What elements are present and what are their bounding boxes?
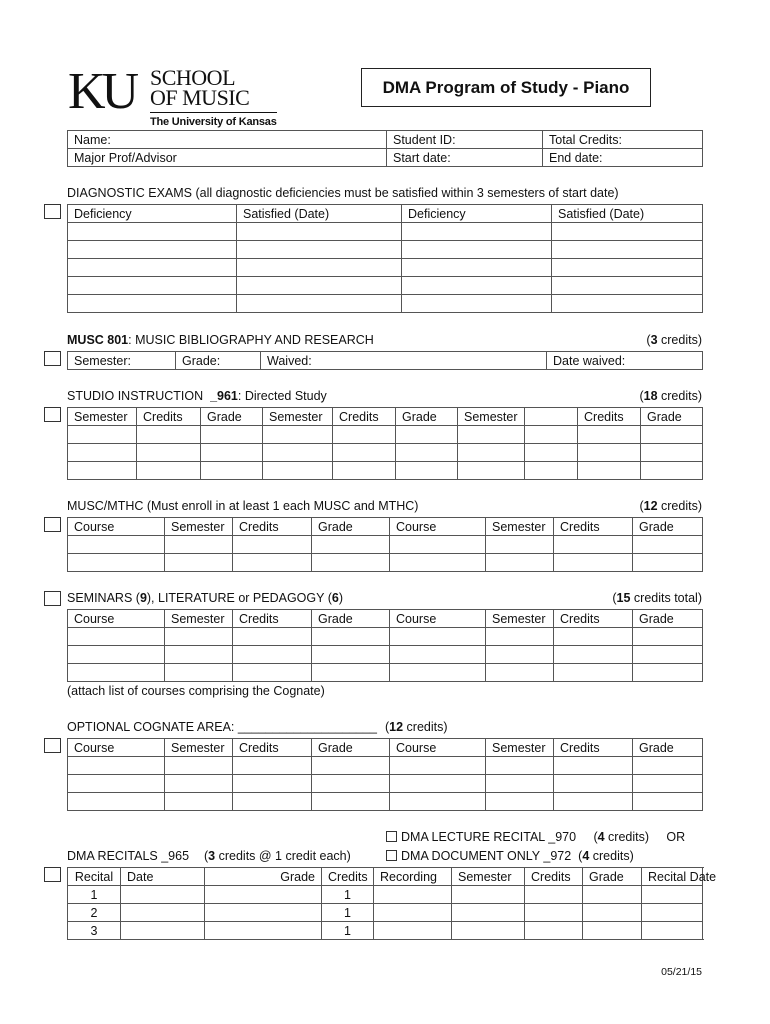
musc801-checkbox[interactable] [44, 351, 61, 366]
header-semester: Semester [68, 408, 137, 426]
header-semester: Semester [486, 518, 554, 536]
muscmthc-credits: (12 credits) [639, 499, 702, 513]
header-grade: Grade [201, 408, 263, 426]
waived-field[interactable]: Waived: [261, 352, 547, 370]
ku-logo: KU [68, 63, 136, 120]
header-satisfied-date: Satisfied (Date) [237, 205, 402, 223]
header-recital-date: Recital Date [642, 868, 703, 886]
document-only-checkbox[interactable] [386, 850, 397, 861]
studio-title: STUDIO INSTRUCTION _961: Directed Study [67, 389, 327, 403]
table-row [68, 277, 703, 295]
header-credits: Credits [554, 739, 633, 757]
header-credits: Credits [137, 408, 201, 426]
seminars-table [67, 609, 703, 682]
muscmthc-checkbox[interactable] [44, 517, 61, 532]
recitals-table [67, 867, 717, 940]
studio-table [67, 407, 703, 480]
header-semester: Semester [452, 868, 525, 886]
header-blank [525, 408, 578, 426]
header-credits: Credits [233, 518, 312, 536]
table-row [68, 775, 703, 793]
logo-divider [150, 112, 277, 113]
header-date: Date [121, 868, 205, 886]
header-grade: Grade [312, 739, 390, 757]
seminars-checkbox[interactable] [44, 591, 61, 606]
header-grade: Grade [396, 408, 458, 426]
table-row [68, 536, 703, 554]
header-course: Course [390, 739, 486, 757]
recital-credits: 1 [322, 886, 374, 904]
header-semester: Semester [486, 739, 554, 757]
studio-checkbox[interactable] [44, 407, 61, 422]
header-credits: Credits [525, 868, 583, 886]
recitals-title: DMA RECITALS _965 [67, 849, 190, 863]
lecture-recital-option[interactable]: DMA LECTURE RECITAL _970 (4 credits) OR [386, 830, 685, 844]
header-recital: Recital [68, 868, 121, 886]
table-row [68, 223, 703, 241]
header-course: Course [390, 610, 486, 628]
recital-number: 2 [68, 904, 121, 922]
semester-field[interactable]: Semester: [68, 352, 176, 370]
recital-credits: 1 [322, 904, 374, 922]
recitals-checkbox[interactable] [44, 867, 61, 882]
header-credits: Credits [333, 408, 396, 426]
table-row [68, 886, 703, 904]
header-credits: Credits [322, 868, 374, 886]
table-row [68, 646, 703, 664]
header-grade: Grade [312, 518, 390, 536]
header-grade: Grade [205, 868, 322, 886]
advisor-field[interactable]: Major Prof/Advisor [68, 149, 387, 167]
seminars-title: SEMINARS (9), LITERATURE or PEDAGOGY (6) [67, 591, 344, 605]
table-row [68, 757, 703, 775]
header-grade: Grade [633, 518, 703, 536]
musc801-title: MUSC 801: MUSIC BIBLIOGRAPHY AND RESEARCH [67, 333, 374, 347]
header-recording: Recording [374, 868, 452, 886]
table-row [68, 259, 703, 277]
header-semester: Semester [458, 408, 525, 426]
header-credits: Credits [233, 739, 312, 757]
table-row [68, 444, 703, 462]
table-row [68, 904, 703, 922]
studio-credits: (18 credits) [639, 389, 702, 403]
header-semester: Semester [486, 610, 554, 628]
student-info-table [67, 130, 703, 167]
cognate-table [67, 738, 703, 811]
header-grade: Grade [633, 739, 703, 757]
header-grade: Grade [641, 408, 703, 426]
header-course: Course [68, 739, 165, 757]
total-credits-field[interactable]: Total Credits: [543, 131, 703, 149]
name-field[interactable]: Name: [68, 131, 387, 149]
header-semester: Semester [165, 518, 233, 536]
lecture-recital-checkbox[interactable] [386, 831, 397, 842]
table-row [68, 426, 703, 444]
header-deficiency: Deficiency [402, 205, 552, 223]
musc801-table [67, 351, 703, 370]
header-course: Course [68, 518, 165, 536]
header-grade: Grade [633, 610, 703, 628]
header-grade: Grade [583, 868, 642, 886]
header-grade: Grade [312, 610, 390, 628]
header-course: Course [68, 610, 165, 628]
page-title: DMA Program of Study - Piano [361, 68, 651, 107]
header-credits: Credits [554, 518, 633, 536]
student-id-field[interactable]: Student ID: [387, 131, 543, 149]
header-credits: Credits [233, 610, 312, 628]
diagnostic-title: DIAGNOSTIC EXAMS (all diagnostic deficiencies must be satisfied within 3 semesters of start date) [67, 186, 619, 200]
start-date-field[interactable]: Start date: [387, 149, 543, 167]
school-of-music-logo: SCHOOL OF MUSIC [150, 65, 250, 110]
table-row [68, 922, 703, 940]
seminars-credits: (15 credits total) [612, 591, 702, 605]
diagnostic-table [67, 204, 703, 313]
cognate-title: OPTIONAL COGNATE AREA: ____________________ [67, 720, 377, 734]
diagnostic-checkbox[interactable] [44, 204, 61, 219]
table-row [68, 295, 703, 313]
date-waived-field[interactable]: Date waived: [547, 352, 703, 370]
header-course: Course [390, 518, 486, 536]
document-only-option[interactable]: DMA DOCUMENT ONLY _972 (4 credits) [386, 849, 634, 863]
musc801-credits: (3 credits) [646, 333, 702, 347]
recital-number: 3 [68, 922, 121, 940]
header-credits: Credits [554, 610, 633, 628]
recital-number: 1 [68, 886, 121, 904]
header-satisfied-date: Satisfied (Date) [552, 205, 703, 223]
end-date-field[interactable]: End date: [543, 149, 703, 167]
table-row [68, 462, 703, 480]
table-row [68, 793, 703, 811]
table-row [68, 664, 703, 682]
grade-field[interactable]: Grade: [176, 352, 261, 370]
header-semester: Semester [165, 739, 233, 757]
recitals-subtitle: (3 credits @ 1 credit each) [204, 849, 351, 863]
table-row [68, 241, 703, 259]
revision-date: 05/21/15 [661, 966, 702, 978]
university-name: The University of Kansas [150, 116, 277, 128]
header-semester: Semester [263, 408, 333, 426]
header-deficiency: Deficiency [68, 205, 237, 223]
muscmthc-title: MUSC/MTHC (Must enroll in at least 1 each MUSC and MTHC) [67, 499, 419, 513]
table-row [68, 628, 703, 646]
cognate-credits: (12 credits) [385, 720, 448, 734]
cognate-checkbox[interactable] [44, 738, 61, 753]
muscmthc-table [67, 517, 703, 572]
seminars-note: (attach list of courses comprising the Cognate) [67, 684, 325, 698]
header-credits: Credits [578, 408, 641, 426]
table-row [68, 554, 703, 572]
recital-credits: 1 [322, 922, 374, 940]
header-semester: Semester [165, 610, 233, 628]
